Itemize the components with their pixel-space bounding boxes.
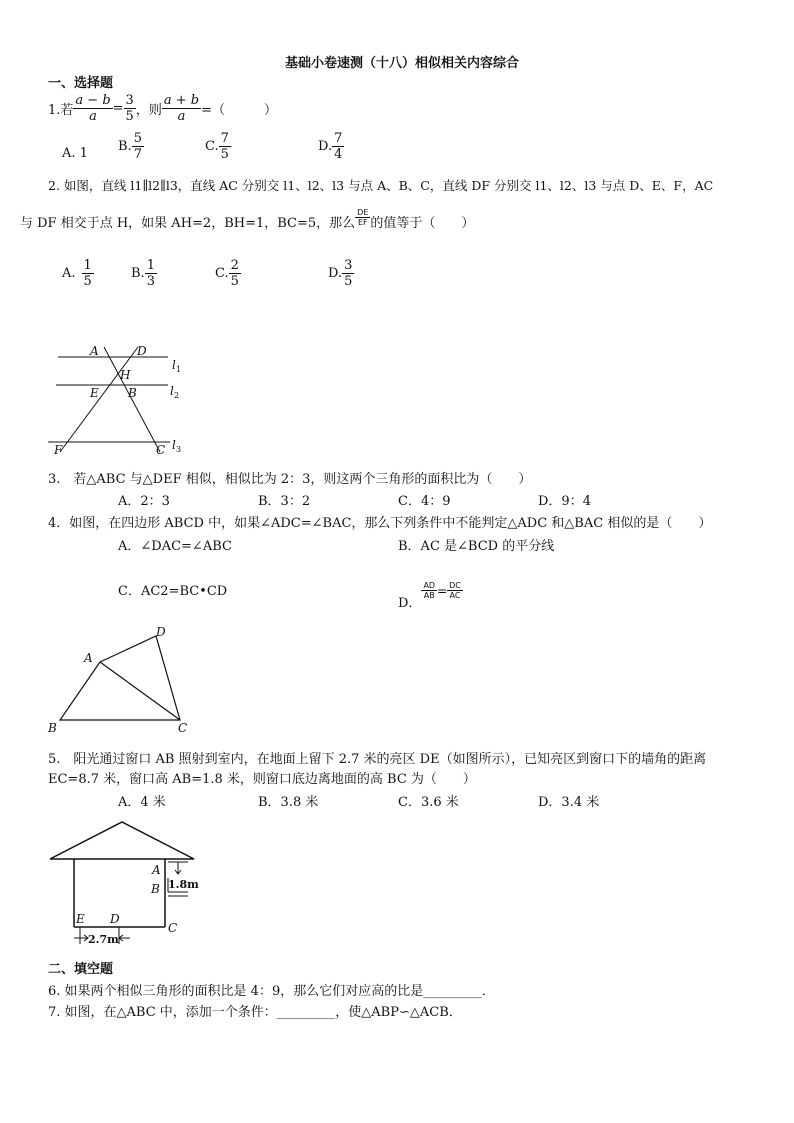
label-c: C <box>178 721 188 735</box>
label-d: D <box>156 625 166 639</box>
q6-text: 6. 如果两个相似三角形的面积比是 4：9，那么它们对应高的比是_________． <box>48 984 495 999</box>
q2-option-b: B. $\frac{1}{3}$ <box>131 258 155 289</box>
label-l2: l <box>170 384 174 398</box>
svg-text:2: 2 <box>174 391 180 400</box>
svg-text:1: 1 <box>176 365 182 374</box>
q1-equals: = <box>112 101 124 116</box>
q5-line-1: 5. 阳光通过窗口 AB 照射到室内，在地面上留下 2.7 米的亮区 DE（如图所示），已知亮区到窗口下的墙角的距离 <box>48 752 707 767</box>
label-a: A <box>84 651 93 665</box>
q5-line-2: EC=8.7 米，窗口高 AB=1.8 米，则窗口底边离地面的高 BC 为（ ） <box>48 772 476 787</box>
q1-option-a: A. 1 <box>62 146 88 161</box>
q5-option-b: B．3.8 米 <box>258 795 319 810</box>
q1-option-b: B. $\frac{5}{7}$ <box>118 131 142 162</box>
svg-text:3: 3 <box>176 445 182 454</box>
q5-option-a: A．4 米 <box>118 795 166 810</box>
label-d: D <box>110 912 120 926</box>
label-e: E <box>76 912 85 926</box>
label-a: A <box>152 863 161 877</box>
q4-fraction-ad-ab: $\frac{AD}{AB}$ <box>423 581 436 600</box>
q2-fraction-de-ef: $\frac{DE}{EF}$ <box>357 208 369 227</box>
label-de-length: 2.7m <box>88 933 119 946</box>
q5-option-d: D．3.4 米 <box>538 795 600 810</box>
q2-line-2: 与 DF 相交于点 H，如果 AH=2，BH=1，BC=5，那么 $\frac{DE}{EF}$ 的值等于（ ） <box>20 208 475 231</box>
q4-text: 4．如图，在四边形 ABCD 中，如果∠ADC=∠BAC，那么下列条件中不能判定△ADC 和△BAC 相似的是（ ） <box>48 516 712 531</box>
q2-option-d: D. $\frac{3}{5}$ <box>328 258 353 289</box>
label-l1: l <box>172 358 176 372</box>
label-l3: l <box>172 438 176 452</box>
q7-text: 7. 如图，在△ABC 中，添加一个条件：_________，使△ABP∽△ACB． <box>48 1005 462 1020</box>
question-1 <box>48 93 277 124</box>
q3-option-d: D．9：4 <box>538 494 591 509</box>
label-f: F <box>54 443 63 457</box>
page-title: 基础小卷速测（十八）相似相关内容综合 <box>285 56 520 71</box>
q1-fraction-1: $\frac{a - b}{a}$ <box>75 93 111 124</box>
q1-fraction-2: $\frac{3}{5}$ <box>125 93 134 124</box>
q2-line-1: 2. 如图，直线 l1∥l2∥l3，直线 AC 分别交 l1、l2、l3 与点 A、B、C，直线 DF 分别交 l1、l2、l3 与点 D、E、F，AC <box>48 178 714 193</box>
q3-option-b: B．3：2 <box>258 494 311 509</box>
q4-option-c: C．AC2=BC•CD <box>118 584 228 599</box>
q2-option-c: C. $\frac{2}{5}$ <box>215 258 239 289</box>
label-b: B <box>48 721 57 735</box>
q2-parallel-lines-figure <box>40 338 200 460</box>
q1-fraction-3: $\frac{a + b}{a}$ <box>163 93 200 124</box>
q4-option-a: A．∠DAC=∠ABC <box>118 539 232 554</box>
q4-option-d: D． $\frac{AD}{AB}$ = $\frac{DC}{AC}$ <box>398 581 461 611</box>
q1-option-d: D. $\frac{7}{4}$ <box>318 131 343 162</box>
label-c: C <box>168 921 178 935</box>
label-a: A <box>90 344 99 358</box>
q1-suffix: =（ ） <box>201 103 277 118</box>
diagonal-ac <box>100 662 180 720</box>
q4-fraction-dc-ac: $\frac{DC}{AC}$ <box>449 581 461 600</box>
section-heading-fill: 二、填空题 <box>48 962 114 977</box>
q4-option-b: B．AC 是∠BCD 的平分线 <box>398 539 555 554</box>
label-e: E <box>90 386 99 400</box>
label-h: H <box>120 368 131 382</box>
label-ab-length: 1.8m <box>168 878 199 891</box>
q1-option-c: C. $\frac{7}{5}$ <box>205 131 229 162</box>
q5-house-figure <box>44 818 204 948</box>
q4-quadrilateral-figure <box>42 622 202 736</box>
label-b: B <box>128 386 137 400</box>
label-b: B <box>151 882 160 896</box>
q3-option-c: C．4：9 <box>398 494 451 509</box>
q5-option-c: C．3.6 米 <box>398 795 459 810</box>
line-df <box>60 347 138 452</box>
q2-option-a: A. $\frac{1}{5}$ <box>62 258 92 289</box>
roof <box>50 822 194 859</box>
q3-option-a: A．2：3 <box>118 494 170 509</box>
q1-mid: ，则 <box>135 103 162 118</box>
q3-text: 3. 若△ABC 与△DEF 相似，相似比为 2：3，则这两个三角形的面积比为（ ） <box>48 472 532 487</box>
section-heading-choice: 一、选择题 <box>48 76 114 91</box>
q1-prefix: 1.若 <box>48 103 74 118</box>
label-d: D <box>137 344 147 358</box>
label-c: C <box>156 443 166 457</box>
